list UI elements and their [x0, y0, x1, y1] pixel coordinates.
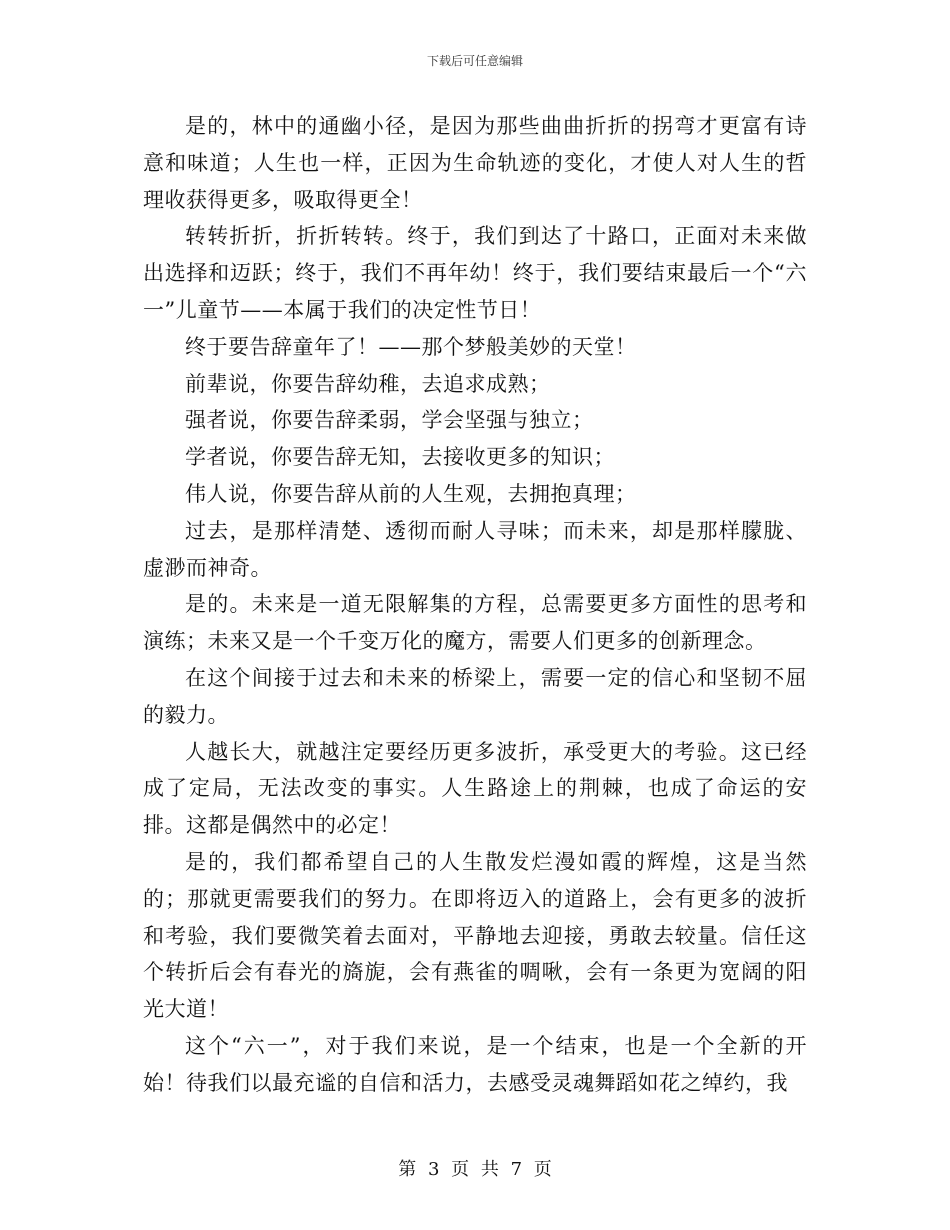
paragraph: 是的。未来是一道无限解集的方程，总需要更多方面性的思考和演练；未来又是一个千变万化的魔方，需要人们更多的创新理念。 — [143, 592, 807, 654]
paragraph: 在这个间接于过去和未来的桥梁上，需要一定的信心和坚韧不屈的毅力。 — [143, 665, 807, 727]
paragraph: 前辈说，你要告辞幼稚，去追求成熟； — [185, 371, 551, 396]
page-number-footer: 第 3 页 共 7 页 — [398, 1159, 552, 1180]
paragraph: 这个“六一”，对于我们来说，是一个结束，也是一个全新的开始！待我们以最充谧的自信和活力，去感受灵魂舞蹈如花之绰约，我 — [143, 1033, 807, 1095]
paragraph: 转转折折，折折转转。终于，我们到达了十路口，正面对未来做出选择和迈跃；终于，我们不再年幼！终于，我们要结束最后一个“六一”儿童节——本属于我们的决定性节日！ — [143, 224, 807, 322]
page-header: 下载后可任意编辑 — [426, 54, 523, 68]
paragraph: 过去，是那样清楚、透彻而耐人寻味；而未来，却是那样朦胧、虚渺而神奇。 — [143, 518, 807, 580]
paragraph: 人越长大，就越注定要经历更多波折，承受更大的考验。这已经成了定局，无法改变的事实。人生路途上的荆棘，也成了命运的安排。这都是偶然中的必定！ — [143, 739, 807, 838]
document-body — [143, 108, 807, 1102]
paragraph: 终于要告辞童年了！——那个梦般美妙的天堂！ — [185, 334, 637, 359]
paragraph: 是的，林中的通幽小径，是因为那些曲曲折折的拐弯才更富有诗意和味道；人生也一样，正因为生命轨迹的变化，才使人对人生的哲理收获得更多，吸取得更全！ — [143, 114, 807, 212]
paragraph: 强者说，你要告辞柔弱，学会坚强与独立； — [185, 408, 594, 433]
paragraph: 伟人说，你要告辞从前的人生观，去拥抱真理； — [185, 481, 637, 506]
paragraph: 是的，我们都希望自己的人生散发烂漫如霞的辉煌，这是当然的；那就更需要我们的努力。在即将迈入的道路上，会有更多的波折和考验，我们要微笑着去面对，平静地去迎接，勇敢去较量。信任这个转折后会有春光的旖旎，会有燕雀的啁啾，会有一条更为宽阔的阳光大道！ — [143, 849, 807, 1022]
paragraph: 学者说，你要告辞无知，去接收更多的知识； — [185, 445, 615, 470]
